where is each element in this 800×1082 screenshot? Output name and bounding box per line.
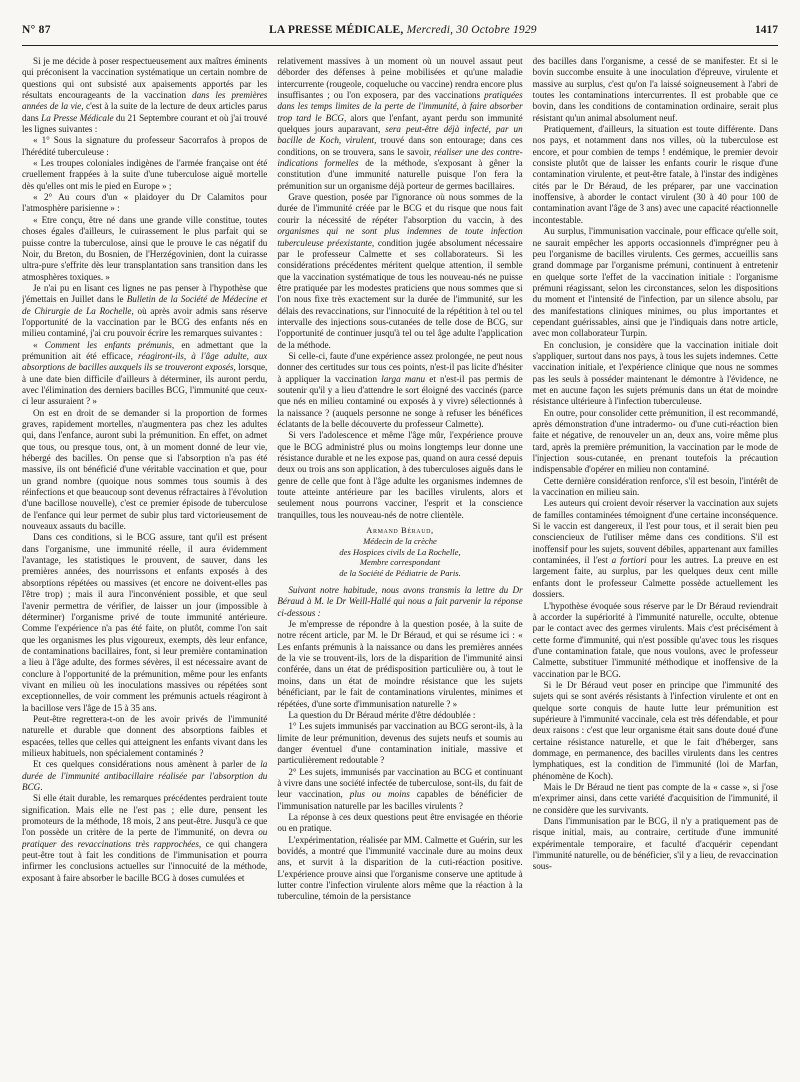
paragraph — [22, 215, 267, 283]
paragraph — [22, 714, 267, 759]
paragraph — [533, 816, 778, 873]
text-run: , où après avoir admis sans réserve l'opportunité de la vaccination par le BCG des enfants nés en milieu contaminé, j'ai cru pouvoir écrire les remarques suivantes : — [22, 305, 268, 339]
text-run: Peut-être regrettera-t-on de les avoir privés de l'immunité naturelle et durable que donnent des absorptions faibles et espacées, telles que celles qui atteignent les enfants vivant dans les milieux habituels, non spécialement contaminés ? — [22, 713, 268, 758]
italic-text: la durée de l'immunité antibacillaire réalisée par l'absorption du BCG — [22, 759, 268, 792]
paragraph — [533, 56, 778, 124]
paragraph — [277, 619, 522, 710]
text-run: Pratiquement, d'ailleurs, la situation est toute différente. Dans nos pays, et notamment dans nos villes, où la tuberculose est encore, et pour combien de temps ! endémique, le premier devoir consiste plutôt que de laisser les enfants courir le risque d'une contamination virulente, et peut-être fatale, à l'instar des indigènes cités par le Dr Béraud, de les préparer, par une vaccination inoffensive, à aborder le contact virulent (30 à 40 pour 100 de contamination avant l'âge de 3 ans) avec une capacité réactionnelle incontestable. — [532, 124, 778, 225]
paragraph — [533, 226, 778, 339]
author-signature — [277, 525, 522, 579]
signature-name: Armand Béraud, — [366, 525, 434, 536]
paragraph — [533, 498, 778, 600]
italic-text: Bulletin de la Société de Médecine et de Chirurgie de La Rochelle — [22, 294, 268, 316]
text-run: « Etre conçu, être né dans une grande ville constitue, toutes choses égales d'ailleurs, le cuirassement le plus parfait qui se puisse contre la tuberculose, ainsi que le prouve le cas négatif du Noir, du Breton, du Bosnien, de l'Herzégovinien, dont la cuirasse ultra-pure s'effrite dès leur transplantation sans transition dans les atmosphères toxiques. » — [22, 214, 268, 282]
text-run: des bacilles dans l'organisme, a cessé de se manifester. Et si le bovin succombe ensuite à une inoculation d'épreuve, virulente et massive au surplus, c'est qu'on l'a laissé soigneusement à l'abri de toutes les contaminations intercurrentes. Il est probable que ce bovin, dans les conditions de contamination ordinaire, serait plus résistant qu'un animal absolument neuf. — [532, 56, 778, 123]
editorial-note — [277, 585, 522, 619]
italic-text: organismes qui ne sont plus indemnes de toute infection tuberculeuse préexistante — [277, 226, 523, 248]
journal-title — [269, 24, 537, 36]
italic-text: pratiquées dans les temps limites de la perte de l'immunité, à faire absorber trop tard le BCG — [277, 90, 523, 123]
paragraph — [22, 340, 267, 408]
text-run: 2° Les sujets, immunisés par vaccination au BCG et continuant à vivre dans une société infectée de tuberculose, sont-ils, du fait de leur vaccination, — [277, 766, 523, 800]
text-run: 1° Les sujets immunisés par vaccination au BCG seront-ils, à la limite de leur prémunition, devenus des sujets neufs et soumis au danger éventuel d'une contamination initiale, massive et particulièrement redoutable ? — [277, 721, 523, 766]
signature-line: de la Société de Pédiatrie de Paris. — [339, 568, 461, 579]
text-run: Grave question, posée par l'ignorance où nous sommes de la durée de l'immunité créée par le BCG et du risque que nous fait courir la nécessité de répéter l'absorption du vaccin, à des — [277, 192, 523, 225]
journal-name: LA PRESSE MÉDICALE, — [269, 24, 404, 36]
italic-text: réagiront-ils, à l'âge adulte, aux absorptions de bacilles auxquels ils se trouveront exposés — [22, 350, 268, 373]
text-run: capables de bénéficier de l'immunisation naturelle par les bacilles virulents ? — [277, 789, 523, 811]
text-run: Si vers l'adolescence et même l'âge mûr, l'expérience prouve que le BCG administré plus ou moins longtemps leur donne une résistance durable et ne les expose pas, quand on aura cessé depuis deux ou trois ans son application, à des tuberculoses aiguës dans le genre de celle que font à l'âge adulte les organismes indemnes de toute atteinte antérieure par les bacilles virulents, alors et seulement nous pourrons vacciner, l'esprit et la conscience tranquilles, tous les nouveau-nés de notre clientèle. — [277, 430, 523, 520]
text-run: Dans l'immunisation par le BCG, il n'y a pratiquement pas de risque initial, mais, au contraire, certitude d'une immunité expérimentale temporaire, et faculté d'acquérir cependant l'immunité naturelle, ou de bénéficier, s'il y a lieu, de revaccination sous- — [532, 816, 778, 872]
paragraph — [533, 408, 778, 476]
text-run: On est en droit de se demander si la proportion de formes graves, rapidement mortelles, n'augmentera pas chez les adultes qui, dans l'enfance, auront subi la prémunition. En effet, on admet que tous, ou presque tous, ont, à un moment donné de leur vie, hébergé des bacilles. On pense que si l'absorption n'a pas été massive, ils ont bénéficié d'une véritable vaccination et que, pour un grand nombre (quoique nous sommes tous soumis à des réinfections et que beaucoup sont devenus réfractaires à l'évolution d'une bacillose nouvelle), c'est ce premier épisode de tuberculose de l'enfance qui leur permet de subir plus tard victorieusement de nouveaux assauts du bacille. — [22, 407, 268, 532]
text-run: de la méthode, s'exposant à gêner la constitution d'une immunité naturelle puisque l'on fera la prémunition sur un organisme déjà porteur de germes bacillaires. — [277, 158, 523, 191]
text-run: pour les autres. La preuve en est largement faite, au surplus, par les quelques deux cent mille enfants dont le professeur Calmette possède actuellement les dossiers. — [532, 555, 778, 600]
text-run: Et ces quelques considérations nous amènent à parler de — [33, 759, 261, 770]
text-run: L'hypothèse évoquée sous réserve par le Dr Béraud reviendrait à accorder la supériorité à l'immunité naturelle, occulte, obtenue par le contact avec des germes virulents. Mais c'est précisément à cette forme d'immunité, qui n'est possible qu'avec tous les risques d'une contamination fatale, que nous voulons, avec le professeur Calmette, substituer l'immunité méthodique et inoffensive de la vaccination par le BCG. — [532, 600, 778, 679]
italic-text: sera peut-être déjà infecté, par un bacille de Koch, virulent — [277, 124, 523, 146]
text-run: Si elle était durable, les remarques précédentes perdraient toute signification. Mais elle ne l'est pas ; elle dure, pensent les promoteurs de la méthode, 18 mois, 2 ans peut-être. Jusqu'à ce que l'on possède un critère de la perte de l'immunité, on devra — [22, 793, 268, 838]
text-run: Cette dernière considération renforce, s'il est besoin, l'intérêt de la vaccination en milieu sain. — [532, 475, 778, 498]
issue-date: Mercredi, 30 Octobre 1929 — [406, 24, 537, 36]
text-run: Si je me décide à poser respectueusement aux maîtres éminents qui préconisent la vaccination systématique un certain nombre de questions qui ont subsisté aux apaisements apportés par les résultats encourageants de la vaccination — [22, 56, 268, 101]
text-run: Si le Dr Béraud veut poser en principe que l'immunité des sujets qui se sont avérés résistants à l'infection virulente et ont en quelque sorte conquis de haute lutte leur prémunition est supérieure à l'immunité vaccinale, cela est très défendable, et pour deux raisons : c'est que leur organisme était sans doute doué d'une certaine résistance naturelle, et que le fait d'héberger, sans dommage, en permanence, des bacilles virulents dans les centres lymphatiques, est la condition de l'immunité (loi de Marfan, phénomène de Koch). — [532, 679, 778, 781]
paragraph — [533, 680, 778, 782]
paragraph — [277, 812, 522, 835]
text-run: , condition jugée absolument nécessaire par le professeur Calmette et ses collaborateurs. Si les considérations précédentes méritent quelque attention, il semble que la vaccination systématique de tous les nouveau-nés ne puisse être pratiquée par les modestes praticiens que nous sommes que si l'on nous fixe très exactement sur la durée de l'immunité, sur les délais des revaccinations, sur l'innocuité de la répétition à tel ou tel intervalle des injections sous-cutanées de telle dose de BCG, sur l'opportunité de continuer jusqu'à tel ou tel âge adulte l'application de la méthode. — [277, 237, 523, 350]
text-run: , alors que l'enfant, ayant perdu son immunité quelques jours auparavant, — [277, 112, 523, 135]
text-run: L'expérimentation, réalisée par MM. Calmette et Guérin, sur les bovidés, a montré que l'immunité vaccinale dure au moins deux ans, et survit à la disparition de la cuti-réaction positive. L'expérience prouve ainsi que l'organisme conserve une aptitude à lutter contre l'infection virulente alors même que la réaction à la tuberculine, témoin de la persistance — [277, 834, 523, 902]
paragraph — [277, 835, 522, 903]
italic-text: dans les premières années de la vie — [22, 90, 268, 112]
signature-line: Membre correspondant — [359, 557, 441, 568]
text-run: Au surplus, l'immunisation vaccinale, pour efficace qu'elle soit, ne saurait empêcher les apports occasionnels d'imprégner peu à peu l'organisme de bacilles virulents. Ces germes, accueillis sans grand dommage par l'organisme prémuni, continuent à entretenir en quelque sorte l'effet de la vaccination initiale : l'organisme prémuni réagissant, selon les circonstances, selon les dispositions du moment et l'intensité de l'infection, par un silence absolu, par des manifestations cliniques minimes, ou plus importantes et cependant guérissables, ainsi que je l'indiquais dans notre article, avec mon collaborateur Turpin. — [532, 226, 778, 339]
paragraph — [22, 759, 267, 793]
header-rule — [22, 45, 778, 46]
italic-text: La Presse Médicale — [41, 112, 114, 123]
text-run: Dans ces conditions, si le BCG assure, tant qu'il est présent dans l'organisme, une immunité réelle, il aura évidemment l'avantage, les statistiques le prouvent, de sauver, dans les premières années, des nourrissons et enfants exposés à des absorptions répétées ou massives (et encore ne doivent-elles pas l'être trop) ; mais il aura l'inconvénient possible, et que seul l'avenir permettra de vérifier, de laisser un jour (impossible à déterminer) l'organisme privé de toute immunité antérieure. Comme l'expérience n'a pas été faite, on plutôt, comme l'on sait que les organismes les plus vigoureux, exempts, dès leur enfance, de contaminations bacillaires, font, si leur première contamination a lieu à l'âge adulte, des formes sévères, il est nécessaire avant de conclure à l'opportunité de la prémunition, même pour les enfants vivant en milieu où les inoculations massives ou répétées sont exceptionnelles, de voir comment les prémunis actuels réagiront à la bacillose vers l'âge de 15 à 35 ans. — [22, 532, 268, 713]
text-run: relativement massives à un moment où un nouvel assaut peut déborder des défenses à peine mobilisées et qu'une maladie intercurrente (rougeole, coqueluche ou vaccine) rendra encore plus insuffisantes ; ou l'on exposera, par des vaccinations — [277, 56, 523, 101]
column-left — [22, 56, 267, 1072]
text-run: En conclusion, je considère que la vaccination initiale doit s'appliquer, surtout dans nos pays, à tous les sujets indemnes. Cette vaccination initiale, et l'expérience clinique que nous ne sommes pas les seuls à posséder maintenant le démontre à l'évidence, ne met en aucune façon les sujets prémunis dans un état de moindre résistance ultérieure à l'infection tuberculeuse. — [532, 339, 778, 407]
text-run: « Les troupes coloniales indigènes de l'armée française ont été cruellement frappées à la suite d'une tuberculose aiguë mortelle dès qu'elles ont mis le pied en Europe » ; — [22, 158, 268, 191]
text-run: , c'est à la suite de la lecture de deux articles parus dans — [22, 101, 268, 123]
text-columns — [22, 56, 778, 1072]
text-run: Les auteurs qui croient devoir réserver la vaccination aux sujets de familles contaminées témoignent d'une certaine inconséquence. Si le vaccin est dangereux, il l'est pour tous, et il serait bien peu consciencieux de l'utiliser même dans ces conditions. S'il est inoffensif pour les sujets, souvent débiles, appartenant aux familles contaminées, il l'est — [532, 498, 778, 566]
signature-line: Médecin de la crèche — [363, 535, 437, 546]
italic-text: a fortiori — [611, 555, 647, 566]
text-run: En outre, pour consolider cette prémunition, il est recommandé, après démonstration d'une intradermo- ou d'une cuti-réaction bien faite et négative, de renouveler un an, deux ans, voire même plus tard, après la première prémunition, la vaccination par le mode de l'injection sous-cutanée, en prenant toutefois la précaution indispensable d'opérer en milieu non contaminé. — [532, 407, 778, 475]
column-right — [533, 56, 778, 1072]
page-number: 1417 — [754, 24, 778, 36]
paragraph — [533, 601, 778, 680]
text-run: La réponse à ces deux questions peut être envisagée en théorie ou en pratique. — [277, 811, 523, 834]
italic-text: larga manu — [381, 373, 426, 384]
italic-text: ou pratiquer des revaccinations très rapprochées — [22, 827, 268, 849]
paragraph — [22, 408, 267, 533]
column-middle — [277, 56, 522, 1072]
italic-text: réaliser une des contre-indications formelles — [277, 146, 523, 169]
paragraph — [22, 135, 267, 158]
italic-text: plus ou moins — [349, 789, 410, 800]
paragraph — [277, 710, 522, 721]
italic-text: Suivant notre habitude, nous avons transmis la lettre du Dr Béraud à M. le Dr Weill-Hallé qui nous a fait parvenir la réponse ci-dessous : — [277, 585, 523, 618]
signature-line: des Hospices civils de La Rochelle, — [339, 546, 461, 557]
text-run: « 1° Sous la signature du professeur Sacorrafos à propos de l'hérédité tuberculeuse : — [22, 135, 268, 157]
paragraph — [533, 782, 778, 816]
paragraph — [277, 351, 522, 430]
paragraph — [22, 192, 267, 215]
text-run: , trouvé dans son entourage; dans ces conditions, on se trouvera, sans le savoir, — [277, 135, 523, 157]
text-run: « 2° Au cours d'un « plaidoyer du Dr Calamitos pour l'atmosphère parisienne » : — [22, 192, 268, 214]
text-run: , lorsque, à une date bien difficile d'ailleurs à déterminer, ils auront perdu, avec l'élimination des derniers bacilles BCG, l'immunité que ceux-ci leur assuraient ? » — [22, 362, 268, 407]
paragraph — [277, 721, 522, 766]
paragraph — [277, 56, 522, 192]
paragraph — [22, 56, 267, 135]
paragraph — [22, 793, 267, 884]
paragraph — [277, 767, 522, 812]
text-run: Si celle-ci, faute d'une expérience assez prolongée, ne peut nous donner des certitudes sur tous ces points, n'est-il pas licite d'hésiter à appliquer la vaccination — [277, 350, 523, 384]
text-run: La question du Dr Béraud mérite d'être dédoublée : — [288, 709, 476, 720]
text-run: . — [40, 782, 43, 792]
paragraph — [533, 124, 778, 226]
paragraph — [533, 476, 778, 499]
text-run: Je n'ai pu en lisant ces lignes ne pas penser à l'hypothèse que j'émettais en Juillet dans le — [22, 282, 268, 305]
text-run: , ce qui changera peut-être tout à fait les conditions de l'immunisation et pourra infirmer les conclusions actuelles sur l'innocuité de la méthode, exposant à faire absorber le bacille BCG à doses cumulées et — [22, 838, 268, 883]
issue-number: N° 87 — [22, 24, 51, 36]
text-run: Mais le Dr Béraud ne tient pas compte de la « casse », si j'ose m'exprimer ainsi, dans cette variété d'acquisition de l'immunité, il ne considère que les survivants. — [532, 782, 778, 815]
paragraph — [277, 192, 522, 351]
paragraph — [22, 283, 267, 340]
italic-text: Comment les enfants prémunis — [44, 339, 172, 350]
page-header — [22, 24, 778, 42]
text-run: , en admettant que la prémunition ait été efficace, — [22, 339, 268, 361]
paragraph — [277, 430, 522, 521]
paragraph — [22, 158, 267, 192]
paragraph — [22, 532, 267, 714]
text-run: Je m'empresse de répondre à la question posée, à la suite de notre récent article, par M. le Dr Béraud, et qui se résume ici : « Les enfants prémunis à la naissance ou dans les premières années de la vie se trouvent-ils, lors de la disparition de l'immunité ainsi conférée, dans un état de prédisposition particulière ou, à tout le moins, dans un état de moindre résistance que les sujets bénéficiant, par le fait de contaminations virulentes, minimes et répétées, d'une sorte d'immunisation naturelle ? » — [277, 619, 523, 709]
paragraph — [533, 340, 778, 408]
text-run: et n'est-il pas permis de soutenir qu'il y a lieu d'attendre le sort éloigné des vaccinés (parce que nés en milieu contaminé ou exposés à y vivre) sélectionnés à la naissance ? (auquels personne ne songe à refuser les bénéfices éclatants de la belle découverte du professeur Calmette). — [277, 373, 523, 429]
text-run: « — [33, 339, 45, 350]
text-run: du 21 Septembre courant et où j'ai trouvé les lignes suivantes : — [22, 112, 268, 135]
